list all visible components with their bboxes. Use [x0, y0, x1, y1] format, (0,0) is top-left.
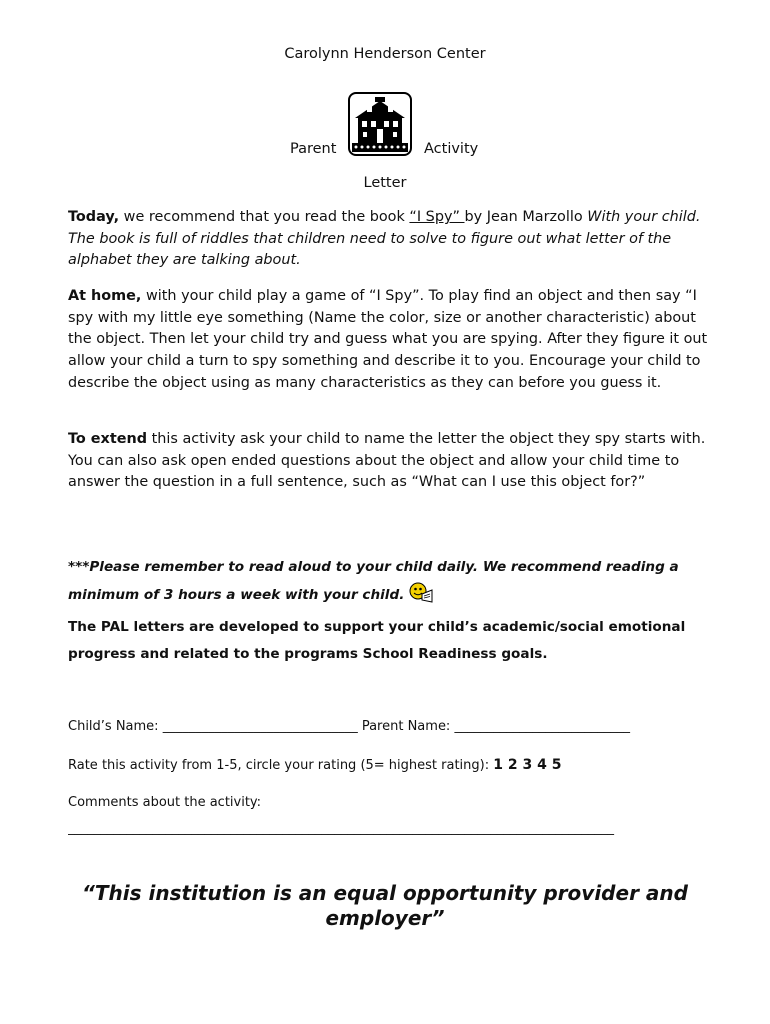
- reminder-text: Please remember to read aloud to your child daily. We recommend reading a minimum of 3 hours a week with your child.: [68, 559, 679, 603]
- today-text-1: we recommend that you read the book: [119, 209, 410, 225]
- today-lead: Today,: [68, 209, 120, 225]
- extend-paragraph: [68, 429, 708, 494]
- today-paragraph: [68, 207, 708, 272]
- comments-line[interactable]: ____________________________________________________________________________________: [68, 821, 614, 836]
- parent-name-field[interactable]: Parent Name: ___________________________: [357, 719, 630, 734]
- at-home-text: with your child play a game of “I Spy”. To play find an object and then say “I spy with my little eye something (Name the color, size or another characteristic) about the object. Then let your child try and guess what you are spying. After they figure it out allow your child a turn to spy something and describe it to you. Encourage your child to describe the object using as many characteristics as they can before you guess it.: [68, 288, 708, 391]
- header-letter-word: Letter: [363, 175, 407, 191]
- reminder-paragraph: [68, 554, 718, 609]
- rating-row: [68, 757, 708, 773]
- today-text-2: by Jean Marzollo: [464, 209, 588, 225]
- equal-opportunity-statement: “This institution is an equal opportunity provider and employer”: [82, 881, 688, 930]
- today-italic-text: With your child. The book is full of riddles that children need to solve to figure out what letter of the alphabet they are talking about.: [68, 209, 701, 269]
- smiley-reading-icon: [408, 581, 434, 603]
- pal-note: The PAL letters are developed to support your child’s academic/social emotional progress and related to the programs School Readiness goals.: [68, 619, 686, 662]
- child-name-field[interactable]: Child’s Name: ______________________________: [68, 719, 358, 734]
- extend-lead: To extend: [68, 431, 148, 447]
- rating-options[interactable]: 1 2 3 4 5: [493, 757, 562, 773]
- extend-text: this activity ask your child to name the letter the object they spy starts with. You can also ask open ended questions about the object and allow your child time to answer the question in a full sentence, such as “What can I use this object for?”: [68, 431, 706, 491]
- book-title: “I Spy”: [409, 209, 465, 225]
- header-activity-word: Activity: [424, 141, 479, 157]
- header-parent-word: Parent: [290, 141, 337, 157]
- comments-label: Comments about the activity:: [68, 795, 262, 810]
- at-home-paragraph: [68, 286, 708, 395]
- names-row: [68, 719, 708, 734]
- at-home-lead: At home,: [68, 288, 142, 304]
- rating-label: Rate this activity from 1-5, circle your rating (5= highest rating):: [68, 758, 494, 773]
- center-name: Carolynn Henderson Center: [284, 46, 486, 62]
- school-house-icon: [348, 92, 412, 156]
- reminder-stars: ***: [68, 559, 90, 575]
